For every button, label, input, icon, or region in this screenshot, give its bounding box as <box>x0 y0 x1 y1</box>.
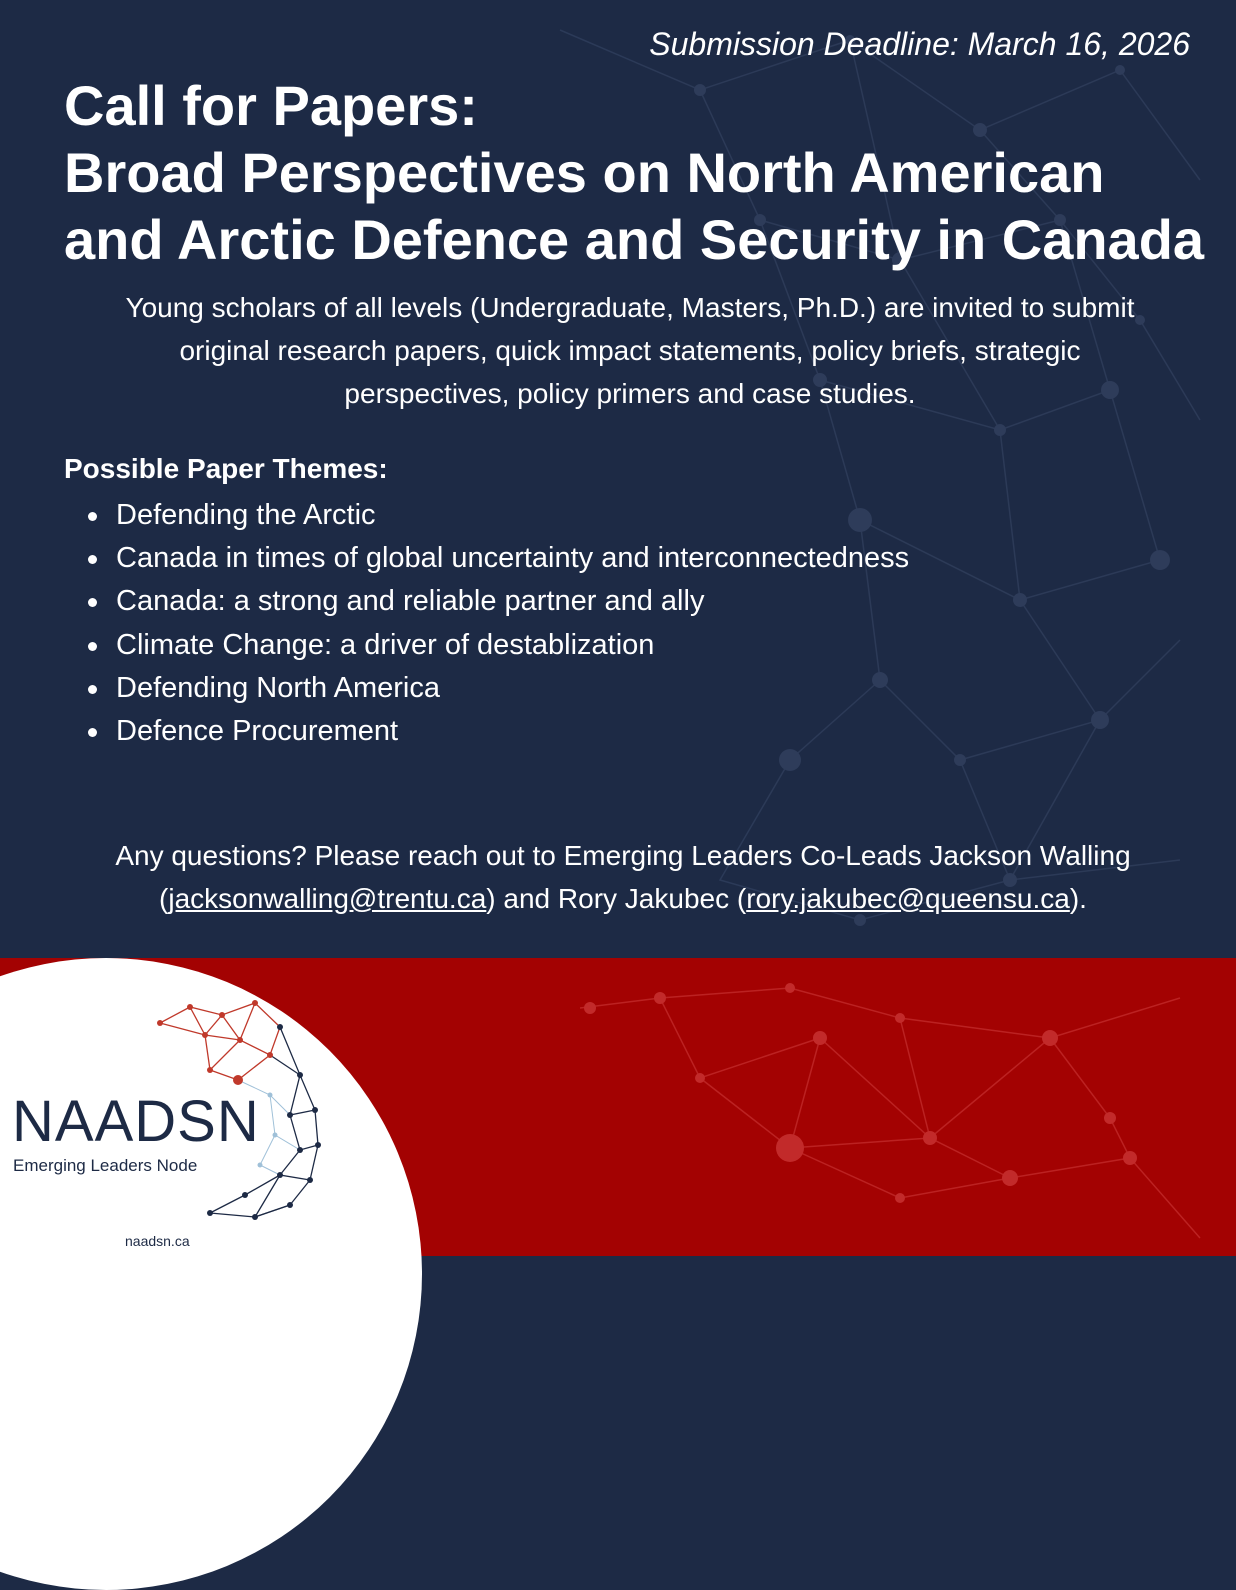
intro-paragraph <box>40 286 1220 415</box>
contact-line-2 <box>40 877 1206 920</box>
contact-paragraph <box>40 834 1206 920</box>
page-title <box>64 72 1214 273</box>
contact-middle-text: ) and Rory Jakubec ( <box>486 883 747 914</box>
title-line-3: and Arctic Defence and Security in Canada <box>64 208 1205 271</box>
contact-line-1: Any questions? Please reach out to Emerging Leaders Co-Leads Jackson Walling <box>115 840 1131 871</box>
intro-line-1: Young scholars of all levels (Undergraduate, Masters, Ph.D.) are invited to submit <box>125 292 1135 323</box>
email-link-rory[interactable]: rory.jakubec@queensu.ca <box>746 883 1070 914</box>
theme-item: Canada: a strong and reliable partner and ally <box>84 580 909 623</box>
website-text: naadsn.ca <box>125 1233 190 1249</box>
contact-open-paren: ( <box>159 883 169 914</box>
title-line-2: Broad Perspectives on North American <box>64 141 1105 204</box>
themes-heading: Possible Paper Themes: <box>64 453 388 484</box>
theme-item: Defending North America <box>84 667 909 710</box>
brand-subtitle: Emerging Leaders Node <box>13 1156 198 1175</box>
title-line-1: Call for Papers: <box>64 74 478 137</box>
theme-item: Climate Change: a driver of destablization <box>84 624 909 667</box>
themes-list <box>84 494 909 753</box>
theme-item: Canada in times of global uncertainty and interconnectedness <box>84 537 909 580</box>
contact-end-text: ). <box>1069 883 1087 914</box>
email-link-jackson[interactable]: jacksonwalling@trentu.ca <box>168 883 487 914</box>
intro-line-3: perspectives, policy primers and case studies. <box>344 378 916 409</box>
submission-deadline: Submission Deadline: March 16, 2026 <box>649 26 1190 62</box>
brand-logo-text: NAADSN <box>12 1089 260 1154</box>
theme-item: Defending the Arctic <box>84 494 909 537</box>
theme-item: Defence Procurement <box>84 710 909 753</box>
intro-line-2: original research papers, quick impact statements, policy briefs, strategic <box>179 335 1081 366</box>
